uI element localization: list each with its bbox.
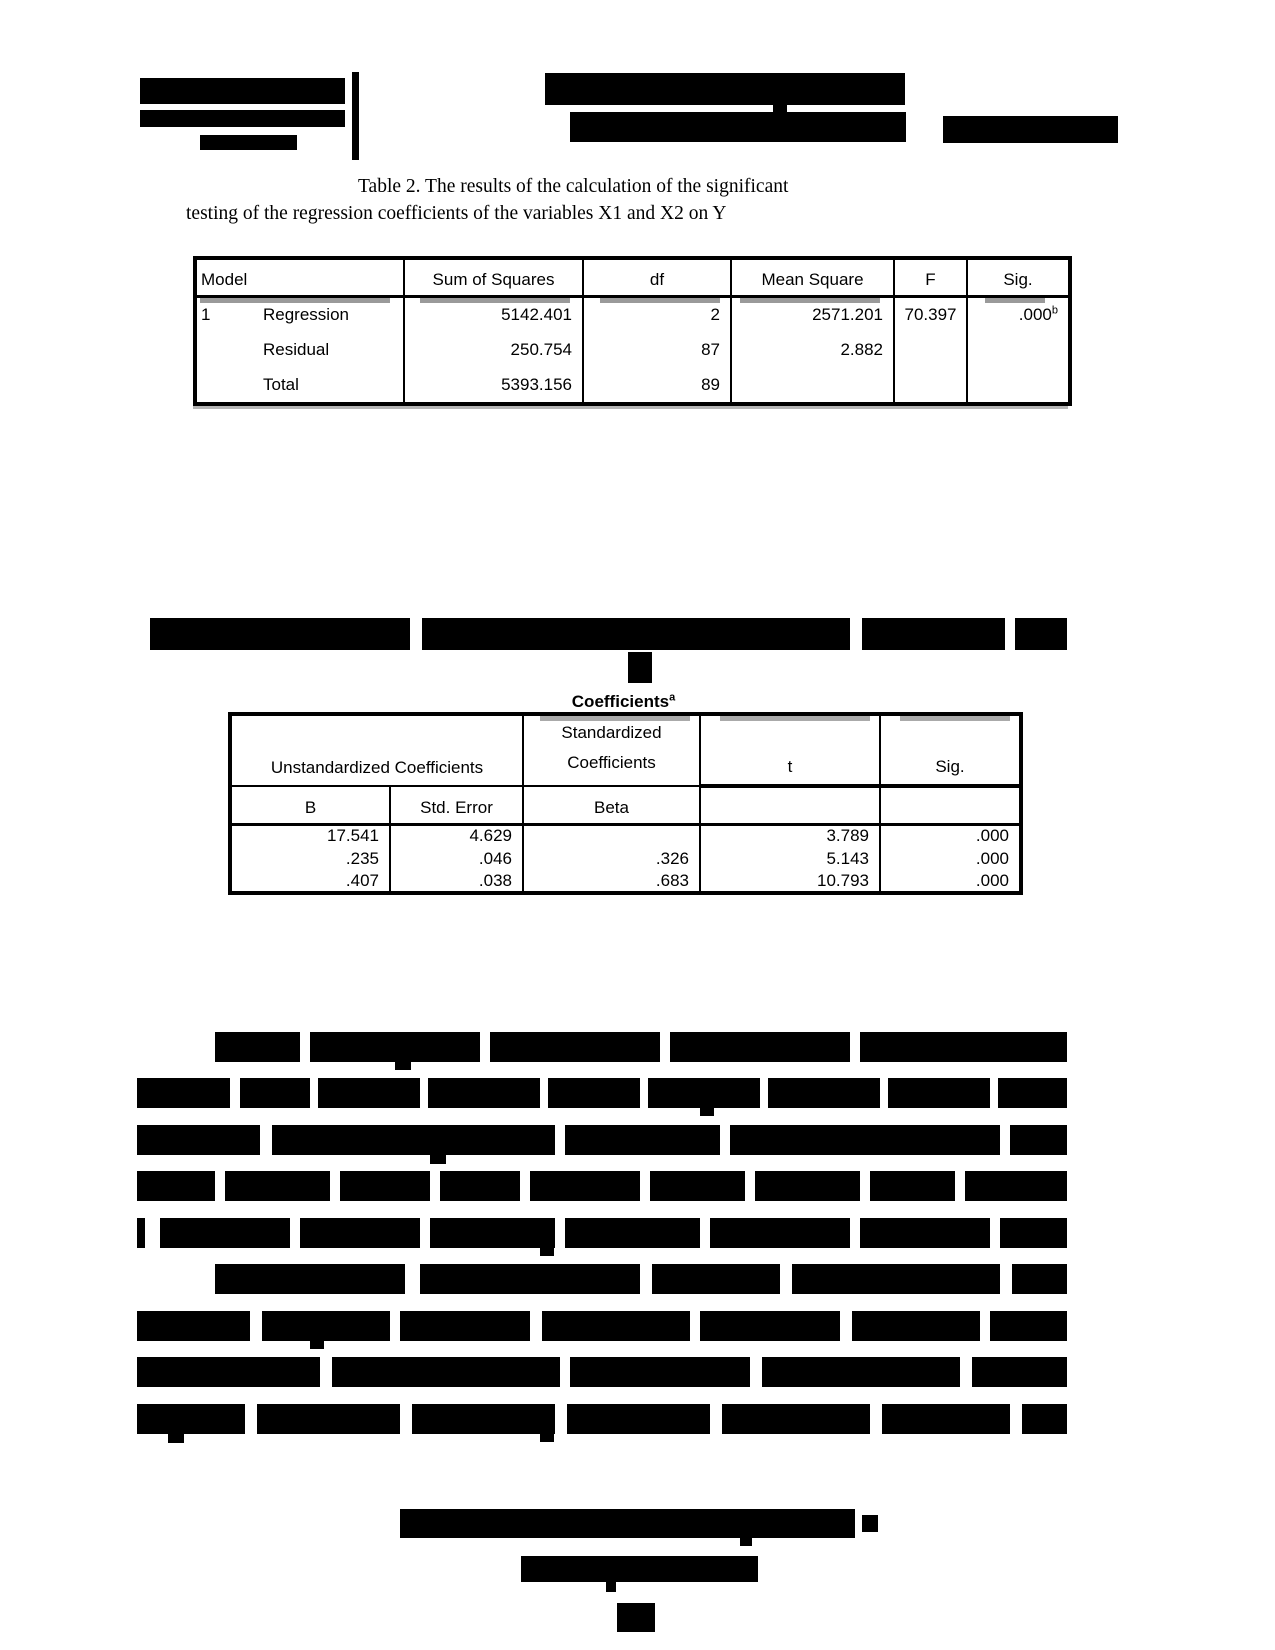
redaction-bar <box>650 1171 745 1201</box>
redaction-bar <box>272 1125 555 1155</box>
table-cell: 1 <box>201 304 211 324</box>
redaction-bar <box>400 1311 530 1341</box>
redaction-bar <box>428 1078 540 1108</box>
redaction-bar <box>540 1248 554 1256</box>
header-sig: Sig. <box>880 714 1021 786</box>
redaction-bar <box>860 1218 990 1248</box>
table-cell: 2 <box>583 296 731 332</box>
redaction-bar <box>422 618 850 650</box>
redaction-bar <box>755 1171 860 1201</box>
redaction-bar <box>137 1404 245 1434</box>
coefficients-group-header-row <box>230 714 1021 786</box>
redaction-bar <box>972 1357 1067 1387</box>
redaction-bar <box>860 1032 1067 1062</box>
redaction-bar <box>670 1032 850 1062</box>
redaction-bar <box>200 135 297 150</box>
redaction-bar <box>430 1218 555 1248</box>
table-cell: .235 <box>345 848 379 868</box>
header-beta: Beta <box>523 786 700 824</box>
anova-header-sum-of-squares: Sum of Squares <box>404 258 583 296</box>
redaction-bar <box>567 1404 710 1434</box>
redaction-bar <box>852 1311 980 1341</box>
redaction-bar <box>862 1515 878 1532</box>
redaction-bar <box>262 1311 390 1341</box>
coefficients-table-title: Coefficients$^a$ <box>571 691 676 711</box>
table-cell: .046 <box>390 847 523 870</box>
table-cell: 17.541 <box>327 826 379 846</box>
anova-row-regression <box>195 296 1070 332</box>
table-cell: .407 <box>345 870 379 890</box>
redaction-bar <box>1012 1264 1067 1294</box>
redaction-bar <box>150 618 410 650</box>
title-superscript: a <box>669 691 676 704</box>
redaction-bar <box>310 1032 480 1062</box>
table-cell: .000 <box>880 824 1021 847</box>
redaction-bar <box>700 1108 714 1116</box>
redaction-bar <box>722 1404 870 1434</box>
table-cell: .326 <box>523 847 700 870</box>
sig-superscript: b <box>1051 304 1058 317</box>
redaction-bar <box>300 1218 420 1248</box>
redaction-bar <box>168 1434 184 1443</box>
redaction-bar <box>160 1218 290 1248</box>
table-cell: 70.397 <box>894 296 967 332</box>
table-cell: 2.882 <box>731 332 894 368</box>
redaction-bar <box>570 1357 750 1387</box>
redaction-bar <box>965 1171 1067 1201</box>
coefficients-table <box>228 712 1023 895</box>
anova-header-mean-square: Mean Square <box>731 258 894 296</box>
table-cell: 89 <box>583 368 731 404</box>
redaction-bar <box>215 1264 405 1294</box>
redaction-bar <box>395 1062 411 1070</box>
anova-row-total <box>195 368 1070 404</box>
table-cell: .000 <box>880 870 1021 893</box>
table-cell: Residual <box>263 340 330 359</box>
table-cell <box>894 368 967 404</box>
redaction-bar <box>440 1171 520 1201</box>
table-cell: .000$^b$ <box>967 296 1070 332</box>
redaction-bar <box>565 1125 720 1155</box>
redaction-bar <box>137 1078 230 1108</box>
anova-header-model: Model <box>195 258 404 296</box>
table-cell <box>967 332 1070 368</box>
table-cell <box>731 368 894 404</box>
redaction-bar <box>240 1078 310 1108</box>
table-cell <box>195 368 255 404</box>
redaction-bar <box>490 1032 660 1062</box>
header-t-empty <box>700 786 880 824</box>
redaction-bar <box>137 1218 145 1248</box>
redaction-bar <box>340 1171 430 1201</box>
redaction-bar <box>792 1264 1000 1294</box>
header-t: t <box>700 714 880 786</box>
header-unstandardized-coefficients: Unstandardized Coefficients <box>230 714 523 786</box>
table-cell: 4.629 <box>390 824 523 847</box>
table-cell: 87 <box>583 332 731 368</box>
redaction-bar <box>137 1311 250 1341</box>
redaction-bar <box>540 1434 554 1442</box>
table-cell: 250.754 <box>404 332 583 368</box>
table-cell <box>195 332 255 368</box>
redaction-bar <box>542 1311 690 1341</box>
redaction-bar <box>862 618 1005 650</box>
redaction-bar <box>193 406 1068 409</box>
redaction-bar <box>521 1556 758 1582</box>
table-cell: 5142.401 <box>404 296 583 332</box>
coefficients-row-constant <box>230 824 1021 847</box>
table-cell: 5393.156 <box>404 368 583 404</box>
redaction-bar <box>617 1603 655 1632</box>
table-cell <box>894 332 967 368</box>
redaction-bar <box>740 1538 752 1546</box>
redaction-bar <box>882 1404 1010 1434</box>
redaction-bar <box>140 78 345 104</box>
table-cell: Total <box>263 375 299 394</box>
redaction-bar <box>1000 1218 1067 1248</box>
redaction-bar <box>606 1582 616 1592</box>
redaction-bar <box>137 1125 260 1155</box>
table-cell: 10.793 <box>700 870 880 893</box>
redaction-bar <box>1022 1404 1067 1434</box>
redaction-bar <box>412 1404 555 1434</box>
redaction-bar <box>225 1171 330 1201</box>
redaction-bar <box>400 1509 855 1538</box>
anova-header-df: df <box>583 258 731 296</box>
redaction-bar <box>710 1218 850 1248</box>
redaction-bar <box>648 1078 760 1108</box>
table-cell: .038 <box>390 870 523 893</box>
table-cell: 3.789 <box>700 824 880 847</box>
redaction-bar <box>870 1171 955 1201</box>
redaction-bar <box>1010 1125 1067 1155</box>
table-cell: Regression <box>263 304 349 324</box>
redaction-bar <box>140 110 345 127</box>
redaction-bar <box>990 1311 1067 1341</box>
table-cell: 5.143 <box>700 847 880 870</box>
redaction-bar <box>570 112 906 142</box>
redaction-bar <box>215 1032 300 1062</box>
redaction-bar <box>257 1404 400 1434</box>
redaction-bar <box>943 116 1118 143</box>
redaction-bar <box>548 1078 640 1108</box>
redaction-bar <box>420 1264 640 1294</box>
redaction-bar <box>310 1341 324 1349</box>
redaction-bar <box>652 1264 780 1294</box>
header-sig-empty <box>880 786 1021 824</box>
redaction-bar <box>318 1078 420 1108</box>
anova-header-sig: Sig. <box>967 258 1070 296</box>
coefficients-row-x2 <box>230 870 1021 893</box>
header-standardized-coefficients: Standardized Coefficients <box>523 714 700 786</box>
redaction-bar <box>628 652 652 683</box>
redaction-bar <box>332 1357 560 1387</box>
redaction-bar <box>565 1218 700 1248</box>
table-cell: .000 <box>880 847 1021 870</box>
coefficients-row-x1 <box>230 847 1021 870</box>
table-cell: .683 <box>523 870 700 893</box>
anova-header-row <box>195 258 1070 296</box>
redaction-bar <box>545 73 905 105</box>
redaction-bar <box>352 72 359 160</box>
coefficients-sub-header-row <box>230 786 1021 824</box>
redaction-bar <box>1015 618 1067 650</box>
redaction-bar <box>530 1171 640 1201</box>
redaction-bar <box>430 1155 446 1164</box>
anova-header-f: F <box>894 258 967 296</box>
redaction-bar <box>730 1125 1000 1155</box>
redaction-bar <box>888 1078 990 1108</box>
anova-table <box>193 256 1072 406</box>
redaction-bar <box>768 1078 880 1108</box>
header-b: B <box>230 786 390 824</box>
anova-row-residual <box>195 332 1070 368</box>
redaction-bar <box>700 1311 840 1341</box>
redaction-bar <box>762 1357 960 1387</box>
table-cell <box>523 824 700 847</box>
redaction-bar <box>137 1357 320 1387</box>
table2-caption-line2: testing of the regression coefficients of the variables X1 and X2 on Y <box>186 203 727 224</box>
redaction-bar <box>998 1078 1067 1108</box>
redaction-bar <box>137 1171 215 1201</box>
table-cell <box>967 368 1070 404</box>
table2-caption-line1: Table 2. The results of the calculation of the significant <box>358 176 789 197</box>
header-std-error: Std. Error <box>390 786 523 824</box>
table-cell: 2571.201 <box>731 296 894 332</box>
